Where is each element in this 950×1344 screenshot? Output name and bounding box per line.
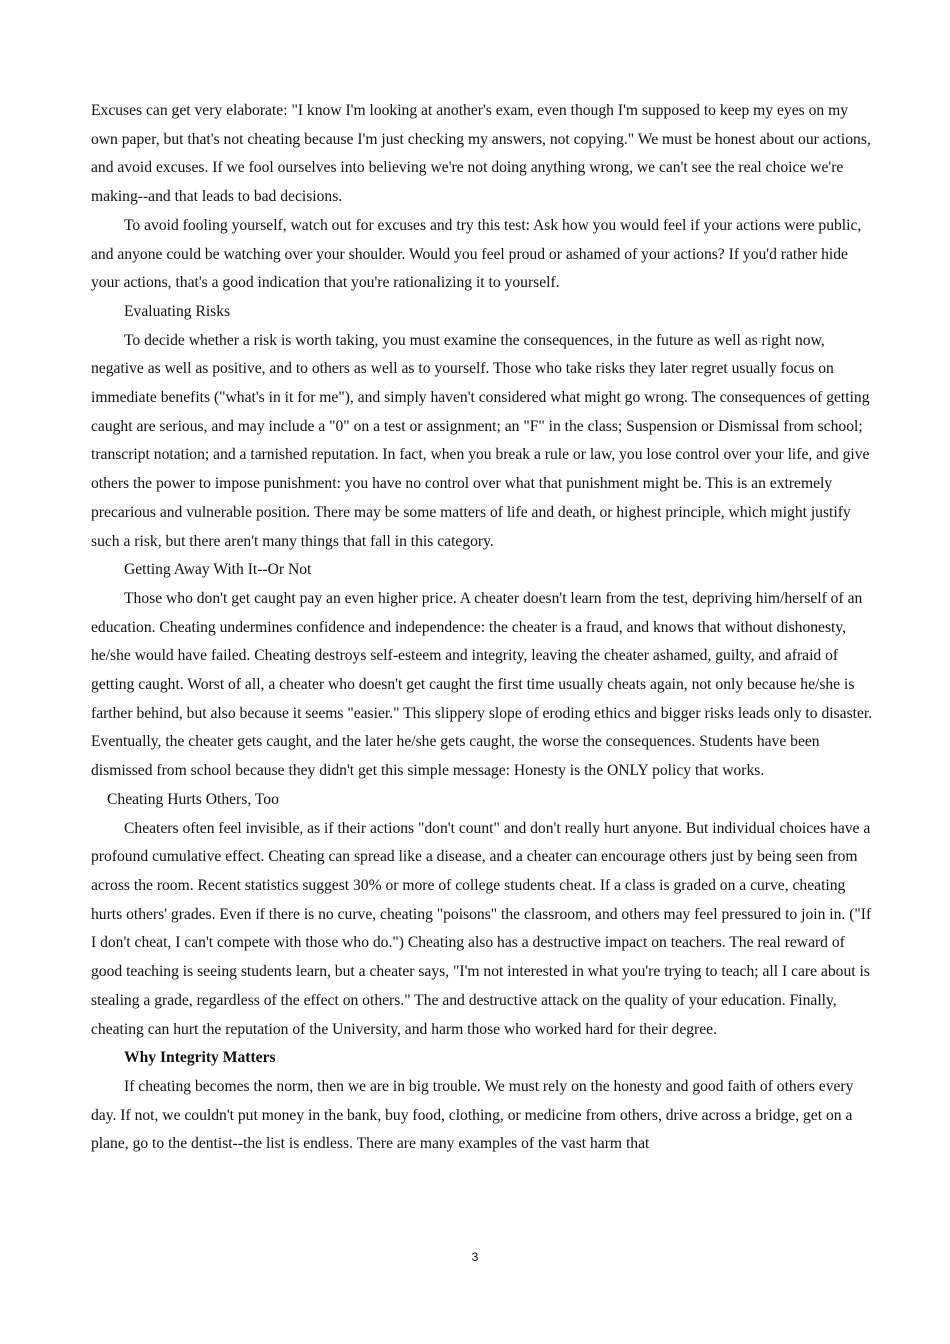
heading-hurts-others: Cheating Hurts Others, Too <box>107 790 279 808</box>
paragraph-getting-away: Those who don't get caught pay an even higher price. A cheater doesn't learn from the test, depriving him/herself of an education. Cheating undermines confidence and independence: the cheater is a fraud, and knows that without dishonesty, he/she would have failed. Cheating destroys self-esteem and integrity, leaving the cheater ashamed, guilty, and afraid of getting caught. Worst of all, a cheater who doesn't get caught the first time usually cheats again, not only because he/she is farther behind, but also because it seems "easier." This slippery slope of eroding ethics and bigger risks leads only to disaster. Eventually, the cheater gets caught, and the later he/she gets caught, the worse the consequences. Students have been dismissed from school because they didn't get this simple message: Honesty is the ONLY policy that works. <box>91 589 873 780</box>
paragraph-evaluating-risks: To decide whether a risk is worth taking, you must examine the consequences, in the future as well as right now, negative as well as positive, and to others as well as to yourself. Those who take risks they later regret usually focus on immediate benefits ("what's in it for me"), and simply haven't considered what might go wrong. The consequences of getting caught are serious, and may include a "0" on a test or assignment; an "F" in the class; Suspension or Dismissal from school; transcript notation; and a tarnished reputation. In fact, when you break a rule or law, you lose control over your life, and give others the power to impose punishment: you have no control over what that punishment might be. This is an extremely precarious and vulnerable position. There may be some matters of life and death, or highest principle, which might justify such a risk, but there aren't many things that fall in this category. <box>91 331 870 550</box>
paragraph-excuses: Excuses can get very elaborate: "I know I'm looking at another's exam, even though I'm supposed to keep my eyes on my own paper, but that's not cheating because I'm just checking my answers, not copying." We must be honest about our actions, and avoid excuses. If we fool ourselves into believing we're not doing anything wrong, we can't see the real choice we're making--and that leads to bad decisions. <box>91 102 871 206</box>
heading-getting-away: Getting Away With It--Or Not <box>124 561 312 579</box>
paragraph-avoid-fooling: To avoid fooling yourself, watch out for excuses and try this test: Ask how you would feel if your actions were public, and anyone could be watching over your shoulder. Would you feel proud or ashamed of your actions? If you'd rather hide your actions, that's a good indication that you're rationalizing it to yourself. <box>91 216 862 292</box>
body-text <box>91 97 873 1159</box>
paragraph-why-integrity: If cheating becomes the norm, then we are in big trouble. We must rely on the honesty and good faith of others every day. If not, we couldn't put money in the bank, buy food, clothing, or medicine from others, drive across a bridge, get on a plane, go to the dentist--the list is endless. There are many examples of the vast harm that <box>91 1077 854 1153</box>
heading-evaluating-risks: Evaluating Risks <box>124 302 231 320</box>
paragraph-hurts-others: Cheaters often feel invisible, as if their actions "don't count" and don't really hurt anyone. But individual choices have a profound cumulative effect. Cheating can spread like a disease, and a cheater can encourage others just by being seen from across the room. Recent statistics suggest 30% or more of college students cheat. If a class is graded on a curve, cheating hurts others' grades. Even if there is no curve, cheating "poisons" the classroom, and others may feel pressured to join in. ("If I don't cheat, I can't compete with those who do.") Cheating also has a destructive impact on teachers. The real reward of good teaching is seeing students learn, but a cheater says, "I'm not interested in what you're trying to teach; all I care about is stealing a grade, regardless of the effect on others." The and destructive attack on the quality of your education. Finally, cheating can hurt the reputation of the University, and harm those who worked hard for their degree. <box>91 819 872 1038</box>
heading-why-integrity: Why Integrity Matters <box>124 1049 276 1067</box>
page-number: 3 <box>471 1250 479 1264</box>
